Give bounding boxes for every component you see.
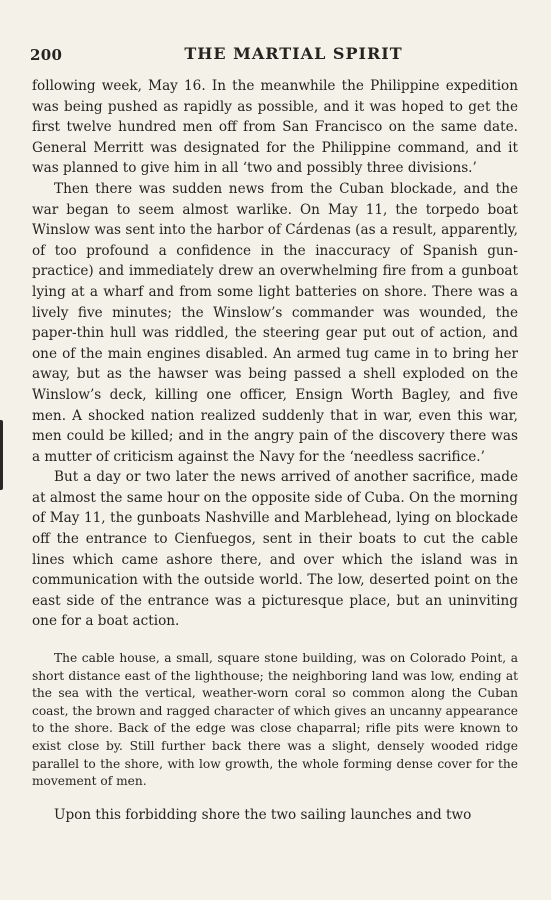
paragraph-winslow: Then there was sudden news from the Cuban blockade, and the war began to seem almost warlike. On May 11, the torpedo boat Winslow was sent into the harbor of Cárdenas (as a result, apparently, of too profound a confidence in the inaccuracy of Spanish gun-practice) and immediately drew an overwhelming fire from a gunboat lying at a wharf and from some light batteries on shore. There was a lively five minutes; the Winslow’s commander was wounded, the paper-thin hull was riddled, the steering gear put out of action, and one of the main engines disabled. An armed tug came in to bring her away, but as the hawser was being passed a shell exploded on the Winslow’s deck, killing one officer, Ensign Worth Bagley, and five men. A shocked nation realized suddenly that in war, even this war, men could be killed; and in the angry pain of the discovery there was a mutter of criticism against the Navy for the ‘needless sacrifice.’	[32, 180, 518, 465]
running-title: THE MARTIAL SPIRIT	[184, 44, 403, 63]
paragraph-continued: following week, May 16. In the meanwhile the Philippine expedition was being pushed as rapidly as possible, and it was hoped to get the first twelve hundred men off from San Francisco on the same date. General Merritt was designated for the Philippine command, and it was planned to give him in all ‘two and possibly three divisions.’	[32, 78, 518, 177]
block-quotation: The cable house, a small, square stone building, was on Colorado Point, a short distance east of the lighthouse; the neighboring land was low, ending at the sea with the vertical, weather-worn coral so common along the Cuban coast, the brown and ragged character of which gives an uncanny appearance to the shore. Back of the edge was close chaparral; rifle pits were known to exist close by. Still further back there was a slight, densely wooded ridge parallel to the shore, with low growth, the whole forming dense cover for the movement of men.	[32, 651, 518, 789]
page-number: 200	[30, 46, 63, 64]
page-edge-mark	[0, 420, 3, 490]
body-text	[32, 76, 518, 825]
paragraph-cienfuegos: But a day or two later the news arrived of another sacrifice, made at almost the same hour on the opposite side of Cuba. On the morning of May 11, the gunboats Nashville and Marblehead, lying on blockade off the entrance to Cienfuegos, sent in their boats to cut the cable lines which came ashore there, and over which the island was in communication with the outside world. The low, deserted point on the east side of the entrance was a picturesque place, but an uninviting one for a boat action.	[32, 469, 518, 630]
paragraph-final: Upon this forbidding shore the two sailing launches and two	[54, 806, 472, 823]
page-header	[30, 44, 517, 66]
